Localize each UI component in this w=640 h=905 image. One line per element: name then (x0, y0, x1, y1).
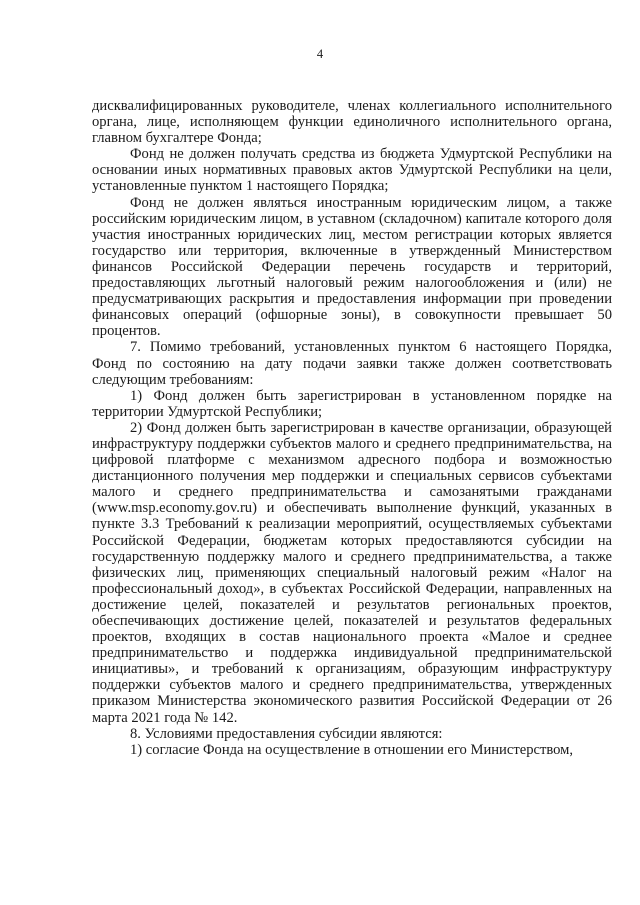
page-number: 4 (316, 47, 324, 61)
paragraph-item-7-1: 1) Фонд должен быть зарегистрирован в установленном порядке на территории Удмуртской Республики; (92, 387, 612, 420)
document-body (92, 98, 612, 758)
paragraph-item-7-2: 2) Фонд должен быть зарегистрирован в качестве организации, образующей инфраструктуру поддержки субъектов малого и среднего предпринимательства, на цифровой платформе с механизмом адресного подбора и возможностью дистанционного получения мер поддержки и специальных сервисов субъектами малого и среднего предпринимательства и самозанятыми гражданами (www.msp.economy.gov.ru) и обеспечивать выполнение функций, указанных в пункте 3.3 Требований к реализации мероприятий, осуществляемых субъектами Российской Федерации, бюджетам которых предоставляются субсидии на государственную поддержку малого и среднего предпринимательства, а также физических лиц, применяющих специальный налоговый режим «Налог на профессиональный доход», в субъектах Российской Федерации, направленных на достижение целей, показателей и результатов региональных проектов, обеспечивающих достижение целей, показателей и результатов федеральных проектов, входящих в состав национального проекта «Малое и среднее предпринимательство и поддержка индивидуальной предпринимательской инициативы», и требований к организациям, образующим инфраструктуру поддержки субъектов малого и среднего предпринимательства, утвержденных приказом Министерства экономического развития Российской Федерации от 26 марта 2021 года № 142. (92, 419, 612, 726)
paragraph-foreign-entity-condition: Фонд не должен являться иностранным юридическим лицом, а также российским юридическим лицом, в уставном (складочном) капитале которого доля участия иностранных юридических лиц, местом регистрации которых является государство или территория, включенные в утвержденный Министерством финансов Российской Федерации перечень государств и территорий, предоставляющих льготный налоговый режим налогообложения и (или) не предусматривающих раскрытия и предоставления информации при проведении финансовых операций (офшорные зоны), в совокупности превышает 50 процентов. (92, 194, 612, 340)
paragraph-item-8: 8. Условиями предоставления субсидии являются: (130, 725, 443, 742)
paragraph-fund-budget-condition: Фонд не должен получать средства из бюджета Удмуртской Республики на основании иных нормативных правовых актов Удмуртской Республики на цели, установленные пунктом 1 настоящего Порядка; (92, 146, 612, 195)
paragraph-continuation: дисквалифицированных руководителе, членах коллегиального исполнительного органа, лице, исполняющем функции единоличного исполнительного органа, главном бухгалтере Фонда; (92, 98, 612, 147)
paragraph-item-8-1: 1) согласие Фонда на осуществление в отношении его Министерством, (130, 741, 574, 758)
paragraph-item-7: 7. Помимо требований, установленных пунктом 6 настоящего Порядка, Фонд по состоянию на дату подачи заявки также должен соответствовать следующим требованиям: (92, 339, 612, 388)
